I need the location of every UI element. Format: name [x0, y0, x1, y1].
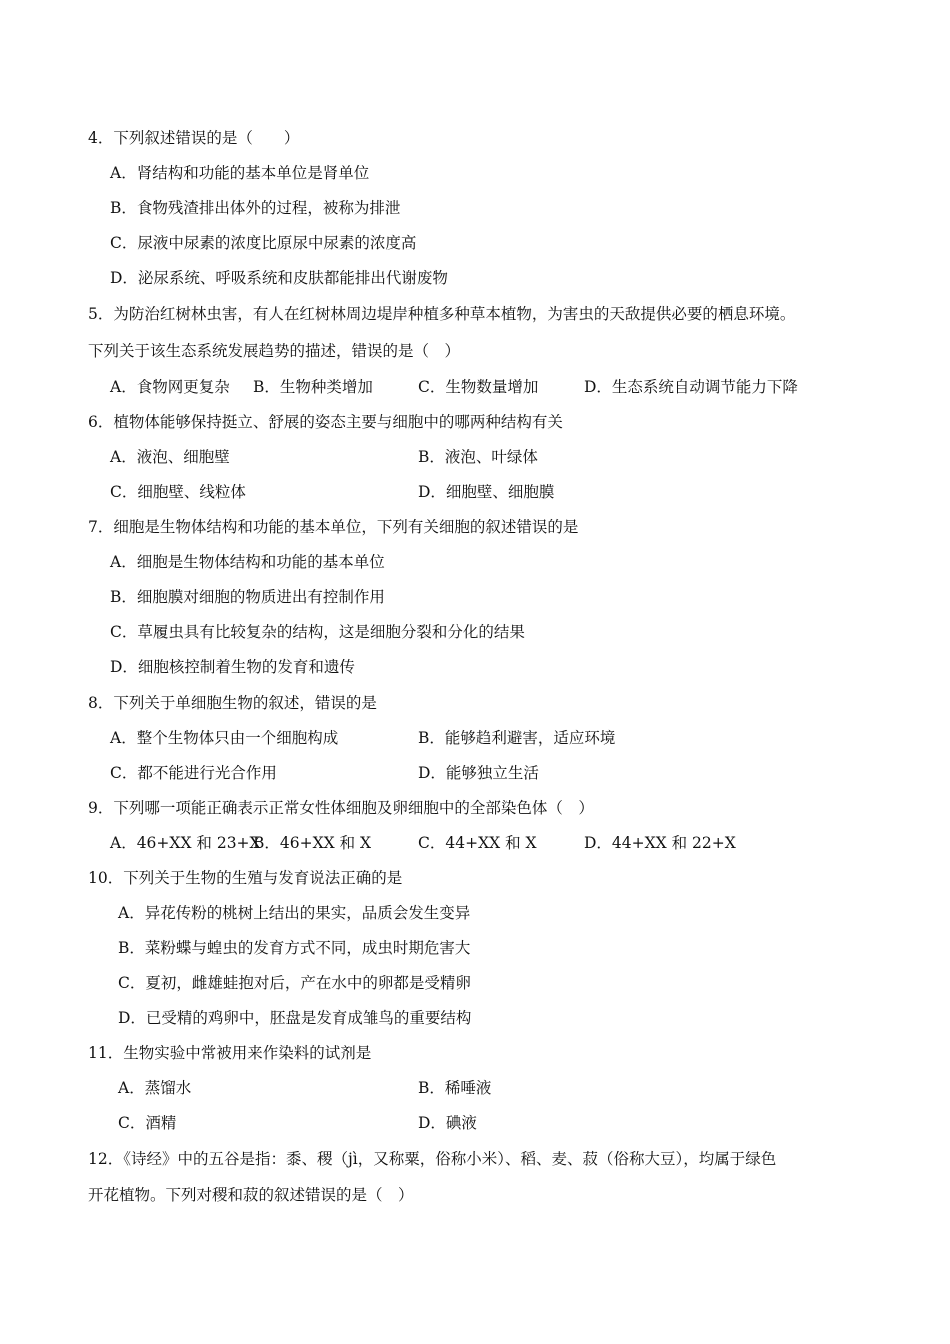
question-6-option-b: B．液泡、叶绿体 — [418, 448, 538, 466]
question-10-stem: 10．下列关于生物的生殖与发育说法正确的是 — [88, 869, 403, 887]
question-5-stem-line1: 5．为防治红树林虫害，有人在红树林周边堤岸种植多种草本植物，为害虫的天敌提供必要的栖息环境。 — [88, 305, 796, 323]
question-7-option-a: A．细胞是生物体结构和功能的基本单位 — [110, 553, 385, 571]
question-9-option-d: D．44+XX 和 22+X — [584, 834, 736, 852]
question-11-stem: 11．生物实验中常被用来作染料的试剂是 — [88, 1044, 372, 1062]
question-8-option-d: D．能够独立生活 — [418, 764, 539, 782]
question-10-option-b: B．菜粉蝶与蝗虫的发育方式不同，成虫时期危害大 — [118, 939, 471, 957]
question-6-option-d: D．细胞壁、细胞膜 — [418, 483, 555, 501]
question-8-option-b: B．能够趋利避害，适应环境 — [418, 729, 616, 747]
question-7-option-c: C．草履虫具有比较复杂的结构，这是细胞分裂和分化的结果 — [110, 623, 525, 641]
question-6-option-c: C．细胞壁、线粒体 — [110, 483, 246, 501]
question-5-option-a: A．食物网更复杂 — [110, 378, 230, 396]
question-8-stem: 8．下列关于单细胞生物的叙述，错误的是 — [88, 694, 377, 712]
question-4-option-d: D．泌尿系统、呼吸系统和皮肤都能排出代谢废物 — [110, 269, 448, 287]
question-4-stem: 4．下列叙述错误的是（ ） — [88, 129, 300, 147]
question-11-option-d: D．碘液 — [418, 1114, 477, 1132]
question-9-stem: 9．下列哪一项能正确表示正常女性体细胞及卵细胞中的全部染色体（ ） — [88, 799, 594, 817]
question-5-stem-line2: 下列关于该生态系统发展趋势的描述，错误的是（ ） — [88, 342, 461, 360]
question-10-option-c: C．夏初，雌雄蛙抱对后，产在水中的卵都是受精卵 — [118, 974, 471, 992]
question-5-option-c: C．生物数量增加 — [418, 378, 539, 396]
question-9-option-a: A．46+XX 和 23+X — [110, 834, 261, 852]
question-7-option-b: B．细胞膜对细胞的物质进出有控制作用 — [110, 588, 385, 606]
question-5-option-b: B．生物种类增加 — [253, 378, 373, 396]
question-11-option-b: B．稀唾液 — [418, 1079, 492, 1097]
question-7-option-d: D．细胞核控制着生物的发育和遗传 — [110, 658, 355, 676]
question-5-option-d: D．生态系统自动调节能力下降 — [584, 378, 798, 396]
question-9-option-c: C．44+XX 和 X — [418, 834, 537, 852]
question-4-option-c: C．尿液中尿素的浓度比原尿中尿素的浓度高 — [110, 234, 417, 252]
question-6-option-a: A．液泡、细胞壁 — [110, 448, 230, 466]
question-9-option-b: B．46+XX 和 X — [253, 834, 372, 852]
question-11-option-c: C．酒精 — [118, 1114, 177, 1132]
question-11-option-a: A．蒸馏水 — [118, 1079, 192, 1097]
question-12-stem-line1: 12．《诗经》中的五谷是指：黍、稷（jì，又称粟，俗称小米）、稻、麦、菽（俗称大豆），均属于绿色 — [88, 1150, 777, 1168]
question-8-option-c: C．都不能进行光合作用 — [110, 764, 277, 782]
question-12-stem-line2: 开花植物。下列对稷和菽的叙述错误的是（ ） — [88, 1186, 414, 1204]
question-4-option-a: A．肾结构和功能的基本单位是肾单位 — [110, 164, 370, 182]
question-10-option-d: D．已受精的鸡卵中，胚盘是发育成雏鸟的重要结构 — [118, 1009, 472, 1027]
question-7-stem: 7．细胞是生物体结构和功能的基本单位，下列有关细胞的叙述错误的是 — [88, 518, 579, 536]
question-6-stem: 6．植物体能够保持挺立、舒展的姿态主要与细胞中的哪两种结构有关 — [88, 413, 563, 431]
question-4-option-b: B．食物残渣排出体外的过程，被称为排泄 — [110, 199, 401, 217]
question-8-option-a: A．整个生物体只由一个细胞构成 — [110, 729, 339, 747]
question-10-option-a: A．异花传粉的桃树上结出的果实，品质会发生变异 — [118, 904, 471, 922]
